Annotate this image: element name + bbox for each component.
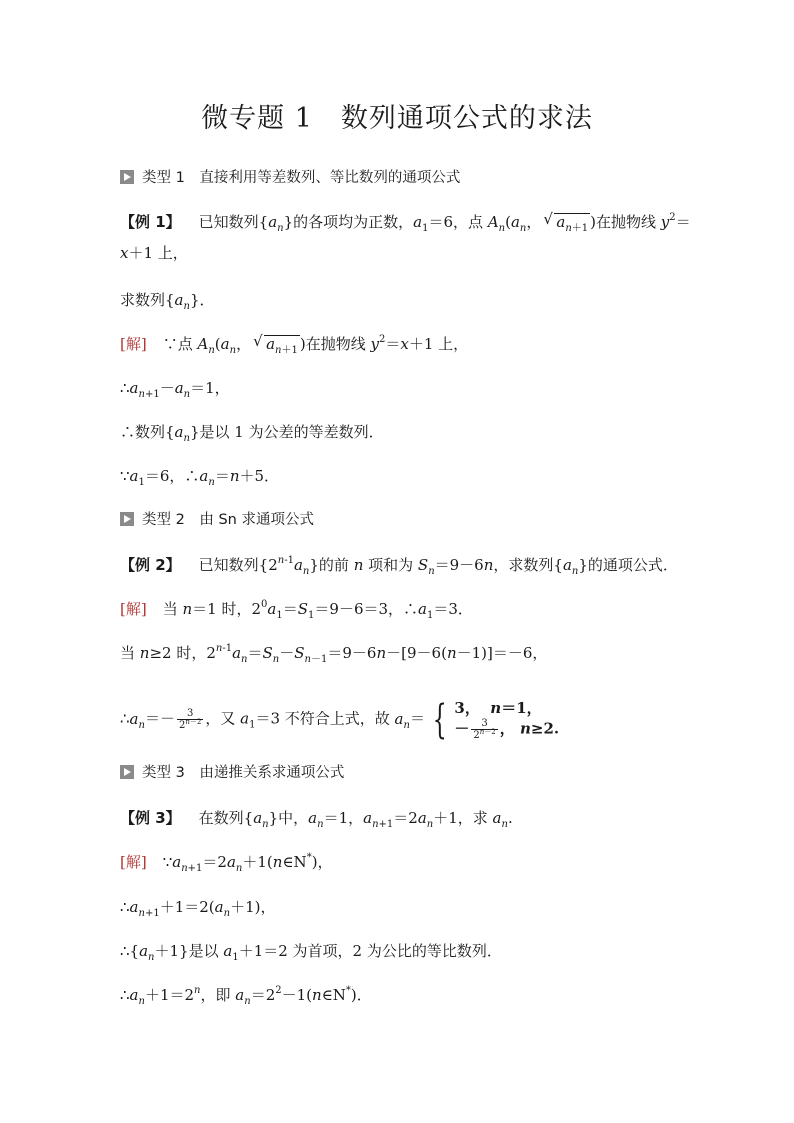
example-2-solution-line-1: [解] 当 n＝1 时，$2^0a_1=S_1=9-6=3$，$\therefore a_1=3$．	[120, 599, 473, 621]
solution-label: [解]	[120, 335, 147, 353]
section-heading-type-1	[120, 168, 460, 188]
solution-label: [解]	[120, 600, 147, 618]
example-2-solution-line-3: $\therefore a_n=-$ $\frac{3}{2^{n-2}}$ ，又 $a_1=3$ 不符合上式，故 $a_n=$ { 3， n＝1， － $\frac{3}{2^{n-2}}$ ， n≥2.	[120, 696, 560, 743]
example-1-problem-line-3: 求数列$\{a_n\}$．	[120, 291, 215, 312]
play-triangle-icon	[120, 170, 134, 184]
play-triangle-icon	[120, 512, 134, 526]
example-label: 【例 3】	[120, 809, 181, 827]
example-1-problem-line-1: 【例 1】 已知数列$\{a_n\}$的各项均为正数，$a_1=6$，点 $A_n(a_n$，√ $a_{n+1}$ )在抛物线 $y^2=$	[120, 212, 691, 232]
solution-label: [解]	[120, 853, 147, 871]
example-3-solution-line-3: $\therefore\{a_n+1\}$是以 $a_1+1=2$ 为首项，2 为公比的等比数列．	[120, 942, 502, 963]
piecewise-cases: 3， n＝1， － $\frac{3}{2^{n-2}}$ ， n≥2.	[454, 699, 560, 741]
example-3-solution-line-4: $\therefore a_n+1=2^n$，即 $a_n=2^2-1(n\in N^*)$．	[120, 985, 372, 1007]
section-heading-type-3	[120, 763, 344, 783]
example-3-problem: 【例 3】 在数列$\{a_n\}$中，$a_n=1$，$a_{n+1}=2a_n+1$，求 $a_n$.	[120, 809, 513, 830]
section-heading-type-2	[120, 510, 314, 530]
example-1-solution-line-1: [解] ∵点 $A_n(a_n$，√ $a_{n+1}$ )在抛物线 $y^2=x+1$ 上，	[120, 334, 468, 354]
page-title: 微专题 1 数列通项公式的求法	[201, 103, 593, 134]
section-label: 类型 1 直接利用等差数列、等比数列的通项公式	[142, 170, 461, 186]
example-3-solution-line-1: [解] $\because a_{n+1}=2a_n+1(n\in N^*)$，	[120, 852, 333, 874]
example-1-solution-line-3: ∴数列$\{a_n\}$是以 1 为公差的等差数列．	[120, 423, 384, 444]
section-label: 类型 3 由递推关系求通项公式	[142, 765, 345, 781]
example-label: 【例 1】	[120, 213, 181, 231]
section-label: 类型 2 由 Sn 求通项公式	[142, 512, 314, 528]
example-1-solution-line-2: $\therefore a_{n+1}-a_n=1$，	[120, 379, 230, 400]
example-2-solution-line-2: 当 n≥2 时，$2^{n-1}a_n=S_n-S_{n-1}=9-6n-[9-6(n-1)]=-6$，	[120, 643, 548, 665]
example-1-solution-line-4: $\because a_1=6$，$\therefore a_n=n+5$．	[120, 467, 280, 488]
play-triangle-icon	[120, 765, 134, 779]
example-3-solution-line-2: $\therefore a_{n+1}+1=2(a_n+1)$，	[120, 898, 276, 919]
example-label: 【例 2】	[120, 556, 181, 574]
example-1-problem-line-2: x＋1 上，	[120, 244, 188, 262]
fraction: $\frac{3}{2^{n-2}}$	[178, 708, 202, 731]
left-brace: {	[432, 696, 447, 743]
example-2-problem: 【例 2】 已知数列$\{2^{n-1}a_n\}$的前 n 项和为 $S_n=9-6n$，求数列$\{a_n\}$的通项公式．	[120, 555, 678, 577]
